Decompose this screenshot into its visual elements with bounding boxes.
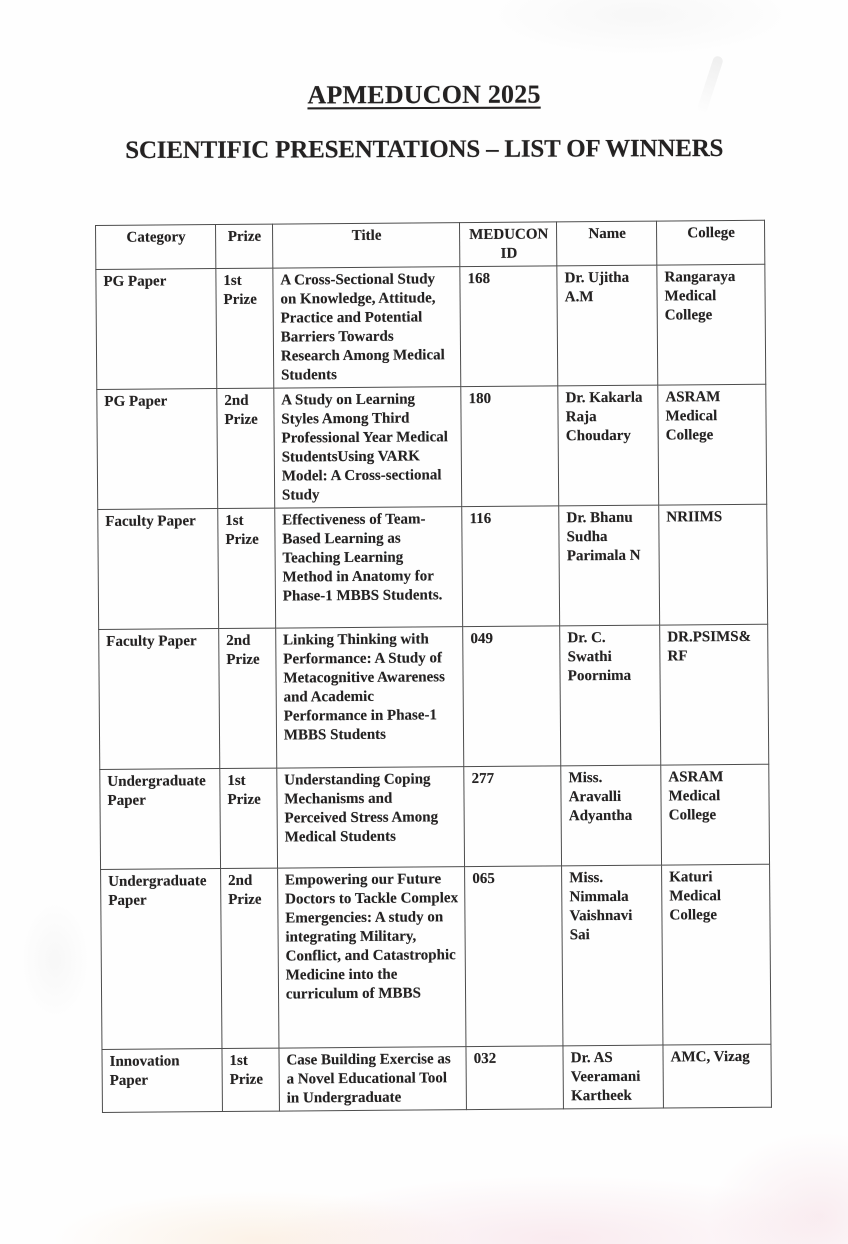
- cell-category: Undergraduate Paper: [101, 869, 222, 1050]
- column-header: College: [657, 220, 765, 265]
- cell-title: A Cross-Sectional Study on Knowledge, Attitude, Practice and Potential Barriers Towards Research Among Medical Students: [273, 267, 461, 388]
- cell-meducon-id: 032: [466, 1046, 563, 1110]
- table-row: [98, 504, 768, 629]
- cell-meducon-id: 065: [465, 866, 563, 1047]
- column-header: Prize: [215, 224, 272, 268]
- header-row: [96, 220, 765, 269]
- document-headings: [0, 0, 848, 165]
- cell-name: Dr. AS Veeramani Kartheek: [563, 1045, 663, 1109]
- cell-college: Rangaraya Medical College: [657, 264, 766, 385]
- cell-name: Dr. C. Swathi Poornima: [560, 625, 661, 766]
- table-row: [100, 764, 770, 869]
- cell-college: DR.PSIMS& RF: [660, 624, 769, 765]
- cell-prize: 1st Prize: [216, 268, 274, 388]
- cell-prize: 2nd Prize: [219, 628, 277, 768]
- cell-category: Faculty Paper: [98, 509, 219, 630]
- cell-college: AMC, Vizag: [663, 1044, 771, 1108]
- cell-name: Dr. Bhanu Sudha Parimala N: [559, 505, 660, 626]
- table-row: [97, 384, 767, 509]
- cell-category: Faculty Paper: [99, 629, 220, 770]
- cell-meducon-id: 116: [462, 506, 560, 627]
- column-header: Category: [96, 225, 216, 270]
- table-row: [99, 624, 769, 769]
- cell-college: Katuri Medical College: [662, 864, 771, 1045]
- cell-title: Case Building Exercise as a Novel Educational Tool in Undergraduate: [279, 1047, 467, 1111]
- cell-name: Dr. Ujitha A.M: [557, 265, 658, 386]
- scan-smudge: [20, 900, 90, 1020]
- cell-prize: 1st Prize: [222, 1048, 279, 1111]
- cell-title: A Study on Learning Styles Among Third Professional Year Medical StudentsUsing VARK Model: A Cross-sectional Study: [274, 387, 462, 508]
- cell-category: Innovation Paper: [102, 1049, 222, 1113]
- table-body: [96, 264, 772, 1112]
- cell-meducon-id: 168: [460, 266, 558, 387]
- document-subtitle: SCIENTIFIC PRESENTATIONS – LIST OF WINNERS: [125, 134, 724, 165]
- column-header: Title: [272, 223, 460, 268]
- table-row: [96, 264, 766, 389]
- document-title: APMEDUCON 2025: [307, 79, 541, 110]
- table-row: [102, 1044, 771, 1112]
- cell-college: ASRAM Medical College: [658, 384, 767, 505]
- cell-title: Effectiveness of Team-Based Learning as Teaching Learning Method in Anatomy for Phase-1 MBBS Students.: [275, 507, 463, 628]
- cell-meducon-id: 180: [461, 386, 559, 507]
- cell-meducon-id: 277: [464, 766, 562, 867]
- table-row: [101, 864, 771, 1049]
- column-header: MEDUCON ID: [460, 222, 557, 267]
- cell-name: Dr. Kakarla Raja Choudary: [558, 385, 659, 506]
- cell-title: Understanding Coping Mechanisms and Perceived Stress Among Medical Students: [277, 767, 465, 868]
- cell-prize: 1st Prize: [218, 508, 276, 628]
- cell-prize: 2nd Prize: [220, 868, 278, 1048]
- cell-category: Undergraduate Paper: [100, 769, 221, 870]
- cell-college: ASRAM Medical College: [661, 764, 770, 865]
- cell-title: Empowering our Future Doctors to Tackle Complex Emergencies: A study on integrating Military, Conflict, and Catastrophic Medicine into the curriculum of MBBS: [277, 867, 466, 1048]
- cell-name: Miss. Nimmala Vaishnavi Sai: [562, 865, 663, 1046]
- column-header: Name: [557, 221, 657, 266]
- cell-category: PG Paper: [97, 389, 218, 510]
- table-header: [96, 220, 765, 269]
- cell-prize: 2nd Prize: [217, 388, 275, 508]
- cell-name: Miss. Aravalli Adyantha: [561, 765, 662, 866]
- cell-category: PG Paper: [96, 269, 217, 390]
- cell-prize: 1st Prize: [220, 768, 278, 868]
- cell-college: NRIIMS: [659, 504, 768, 625]
- cell-meducon-id: 049: [463, 626, 561, 767]
- winners-table: [95, 220, 772, 1113]
- cell-title: Linking Thinking with Performance: A Study of Metacognitive Awareness and Academic Performance in Phase-1 MBBS Students: [276, 627, 464, 768]
